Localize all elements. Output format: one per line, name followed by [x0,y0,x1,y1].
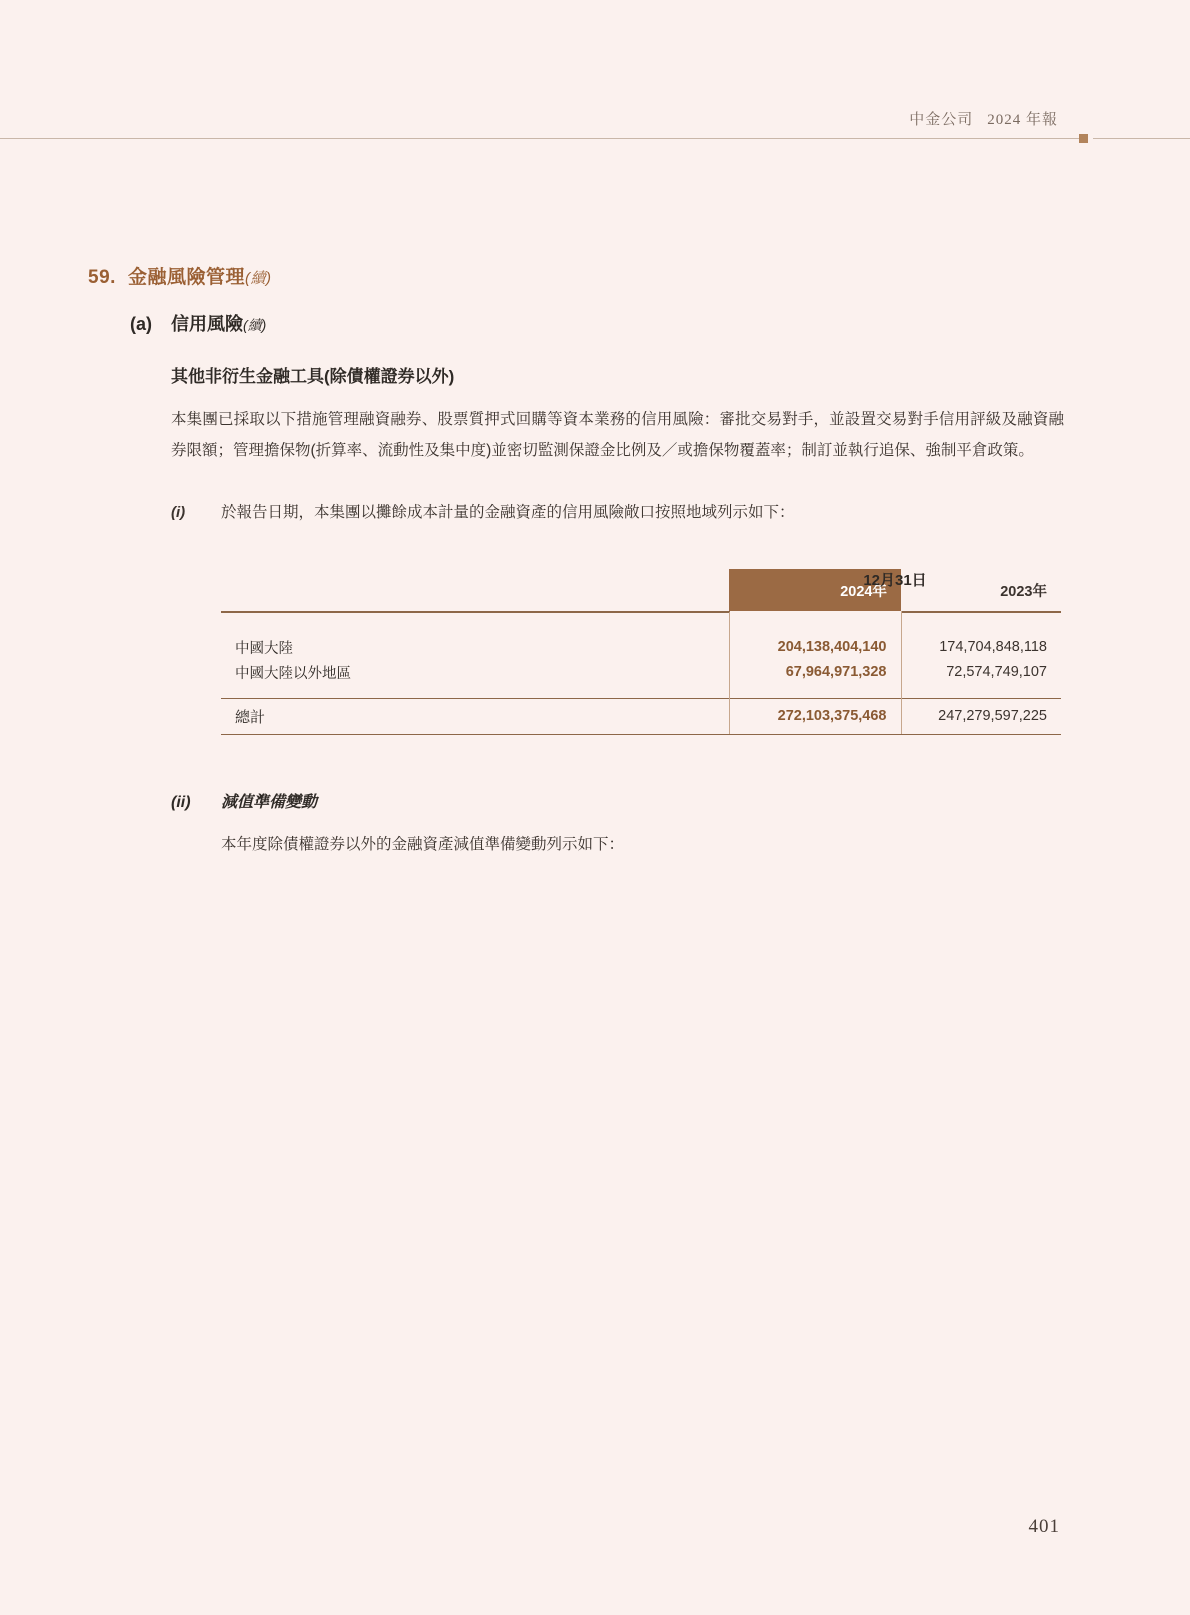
item-ii-title [171,789,1190,812]
table-header-blank [221,569,729,611]
subsection-a-title [130,310,1190,336]
header-title [909,108,1058,129]
table-header-2024: 2024年 [729,569,901,611]
item-i-text: 於報告日期，本集團以攤餘成本計量的金融資產的信用風險敞口按照地域列示如下： [221,504,795,521]
credit-risk-table [221,569,1061,735]
subsection-a-continued-mark: (續) [243,317,267,333]
section-title [88,262,1190,289]
section-number: 59. [88,267,116,288]
header-divider-left [0,138,1085,139]
row-value-2024-outside-mainland: 67,964,971,328 [729,660,901,685]
subsection-a-label: (a) [130,314,152,334]
table-spacer-mid [221,685,1061,699]
body-paragraph: 本集團已採取以下措施管理融資融券、股票質押式回購等資本業務的信用風險：審批交易對手，並設置交易對手信用評級及融資融券限額；管理擔保物(折算率、流動性及集中度)並密切監測保證金比例及／或擔保物覆蓋率；制訂並執行追保、強制平倉政策。 [171,411,1064,459]
item-ii-marker: (ii) [171,793,191,811]
header-divider-right [1093,138,1190,139]
row-value-2023-outside-mainland: 72,574,749,107 [946,664,1047,680]
header-company: 中金公司 [909,111,974,128]
header-report-year: 2024 年報 [987,112,1058,128]
table-date-header: 12月31日 [863,572,927,589]
table-spacer-top [221,613,1061,635]
subsection-a-text: 信用風險 [171,314,243,334]
row-value-2024-total: 272,103,375,468 [729,700,901,733]
table-total-row [221,700,1061,733]
credit-risk-table-wrapper [221,569,1061,735]
table-row [221,635,1061,660]
table-total-rule-bottom [221,733,1061,735]
table-row [221,660,1061,685]
row-value-2024-mainland: 204,138,404,140 [729,635,901,660]
row-label-total: 總計 [235,708,266,726]
section-title-text: 金融風險管理 [128,267,246,288]
page-number: 401 [1028,1516,1060,1537]
item-i-marker: (i) [171,504,186,521]
row-value-2023-total: 247,279,597,225 [938,708,1047,724]
page-header [0,108,1190,148]
row-value-2023-mainland: 174,704,848,118 [939,639,1047,655]
header-square-marker-icon [1079,134,1088,143]
item-ii-title-text: 減值準備變動 [221,793,318,811]
row-label-mainland: 中國大陸 [235,640,293,657]
item-i [171,499,1064,527]
section-continued-mark: (續) [245,270,272,287]
item-ii-paragraph: 本年度除債權證券以外的金融資產減值準備變動列示如下： [221,835,625,853]
row-label-outside-mainland: 中國大陸以外地區 [235,665,351,682]
sub-heading: 其他非衍生金融工具(除債權證券以外) [171,367,455,386]
table-header-2023: 2023年 [1000,583,1047,600]
page-content [0,262,1190,859]
